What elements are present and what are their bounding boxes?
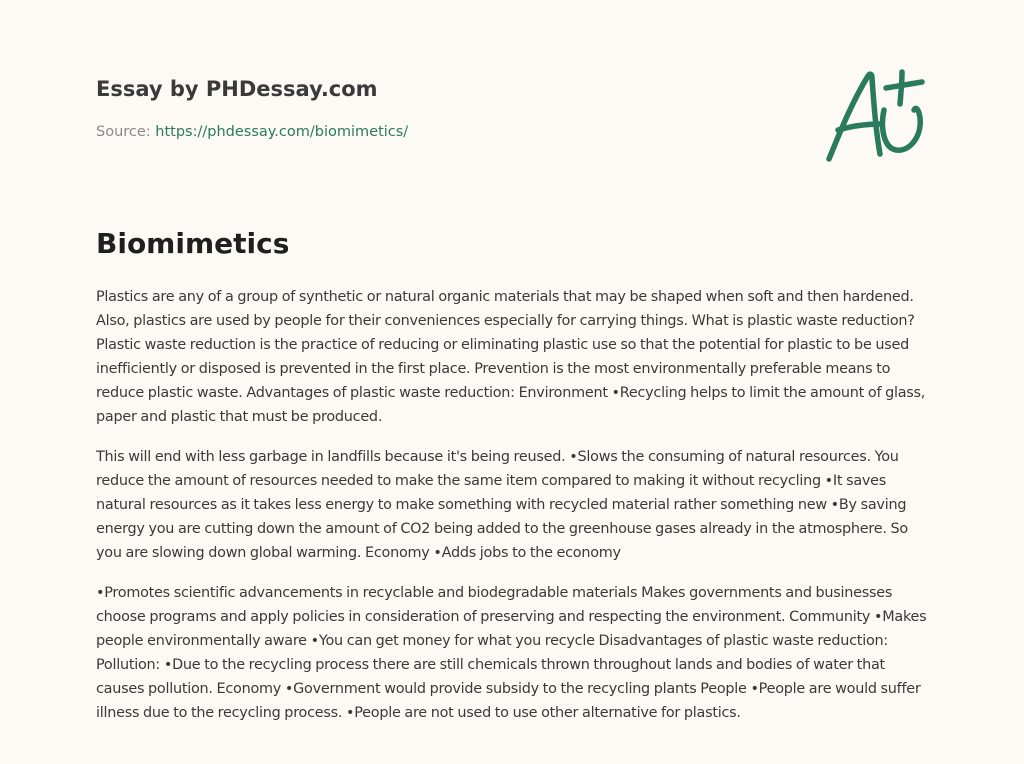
page-header <box>96 74 796 142</box>
logo-plus-horizontal <box>886 82 922 88</box>
source-label: Source: <box>96 124 151 140</box>
site-title: Essay by PHDessay.com <box>96 77 378 101</box>
essay-paragraph: Plastics are any of a group of synthetic or natural organic materials that may be shaped when soft and then hardened. Also, plastics are used by people for their conveniences especially for carrying things. What is plastic waste reduction? Plastic waste reduction is the practice of reducing or eliminating plastic use so that the potential for plastic to be used inefficiently or disposed is prevented in the first place. Prevention is the most environmentally preferable means to reduce plastic waste. Advantages of plastic waste reduction: Environment •Recycling helps to limit the amount of glass, paper and plastic that must be produced. <box>96 289 926 425</box>
essay-body <box>96 285 936 741</box>
essay-paragraph: •Promotes scientific advancements in recyclable and biodegradable materials Makes governments and businesses choose programs and apply policies in consideration of preserving and respecting the environment. Community •Makes people environmentally aware •You can get money for what you recycle Disadvantages of plastic waste reduction: Pollution: •Due to the recycling process there are still chemicals thrown throughout lands and bodies of water that causes pollution. Economy •Government would provide subsidy to the recycling plants People •People are would suffer illness due to the recycling process. •People are not used to use other alternative for plastics. <box>96 585 927 721</box>
essay-paragraph: This will end with less garbage in landfills because it's being reused. •Slows the consuming of natural resources. You reduce the amount of resources needed to make the same item compared to making it without recycling •It saves natural resources as it takes less energy to make something with recycled material rather something new •By saving energy you are cutting down the amount of CO2 being added to the greenhouse gases already in the atmosphere. So you are slowing down global warming. Economy •Adds jobs to the economy <box>96 449 908 561</box>
source-line <box>96 122 796 142</box>
a-plus-logo-icon <box>822 66 932 166</box>
logo-letter-a-stroke <box>829 74 880 159</box>
source-link[interactable]: https://phdessay.com/biomimetics/ <box>155 124 409 140</box>
logo-swoosh <box>883 108 921 150</box>
essay-title: Biomimetics <box>96 227 290 260</box>
